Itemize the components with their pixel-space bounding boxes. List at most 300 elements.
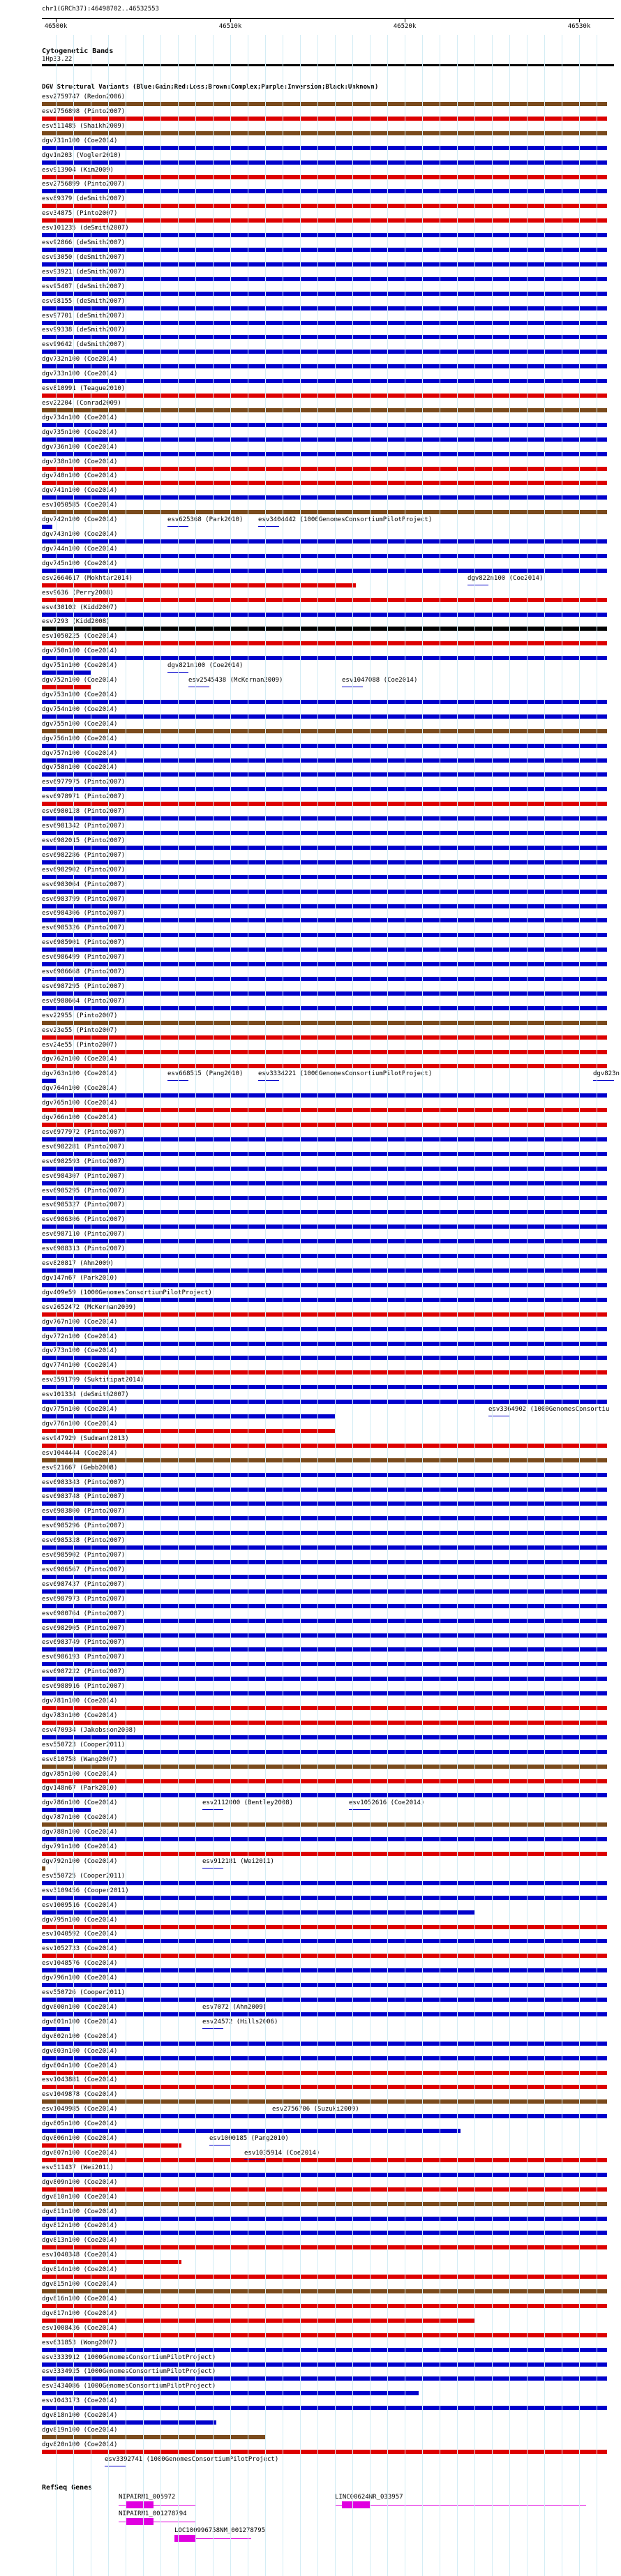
sv-inline-label[interactable]: esv1047088 (Coe2014) — [342, 677, 418, 684]
sv-bar-loss[interactable] — [42, 1721, 607, 1725]
sv-label[interactable]: esv6977972 (Pinto2007) — [42, 1128, 126, 1136]
sv-bar-gain[interactable] — [42, 1604, 607, 1608]
sv-label[interactable]: dgv814n100 (Coe2014) — [42, 2266, 118, 2274]
sv-bar-gain[interactable] — [42, 1283, 607, 1287]
sv-label[interactable]: esv1040592 (Coe2014) — [42, 1931, 118, 1938]
sv-bar-gain[interactable] — [42, 146, 607, 150]
sv-label[interactable]: dgv745n100 (Coe2014) — [42, 560, 118, 567]
sv-bar-gain[interactable] — [42, 758, 607, 763]
sv-label[interactable]: esv6985296 (Pinto2007) — [42, 1522, 126, 1530]
sv-label[interactable]: dgv767n100 (Coe2014) — [42, 1318, 118, 1326]
sv-bar-gain[interactable] — [42, 890, 607, 894]
sv-label[interactable]: esv6983748 (Pinto2007) — [42, 1493, 126, 1501]
sv-label[interactable]: dgv731n100 (Coe2014) — [42, 137, 118, 144]
sv-bar-loss[interactable] — [42, 1370, 607, 1375]
sv-bar-gain[interactable] — [42, 306, 607, 310]
sv-label[interactable]: esv98155 (deSmith2007) — [42, 297, 126, 305]
sv-label[interactable]: esv101334 (deSmith2007) — [42, 1391, 129, 1399]
sv-label[interactable]: esv6977975 (Pinto2007) — [42, 779, 126, 786]
sv-label[interactable]: dgv786n100 (Coe2014) — [42, 1799, 118, 1807]
sv-bar-complex[interactable] — [42, 1866, 45, 1871]
sv-label[interactable]: dgv750n100 (Coe2014) — [42, 647, 118, 655]
sv-bar-gain[interactable] — [42, 437, 607, 442]
sv-bar-loss[interactable] — [42, 2333, 607, 2337]
sv-label[interactable]: esv93921 (deSmith2007) — [42, 268, 126, 276]
sv-bar-complex[interactable] — [42, 408, 607, 412]
sv-bar-gain[interactable] — [42, 2420, 216, 2425]
sv-bar-gain[interactable] — [42, 1210, 607, 1214]
sv-bar-gain[interactable] — [42, 700, 607, 704]
sv-bar-gain[interactable] — [42, 1633, 607, 1638]
sv-label[interactable]: dgv756n100 (Coe2014) — [42, 735, 118, 742]
sv-bar-complex[interactable] — [42, 1021, 607, 1025]
sv-bar-gain[interactable] — [42, 933, 607, 937]
sv-label[interactable]: dgv763n100 (Coe2014) — [42, 1070, 118, 1078]
sv-label[interactable]: esv6980128 (Pinto2007) — [42, 808, 126, 816]
sv-label[interactable]: dgv812n100 (Coe2014) — [42, 2222, 118, 2230]
sv-inline-label[interactable]: esv1052616 (Coe2014) — [349, 1799, 425, 1807]
sv-bar-gain[interactable] — [42, 233, 607, 237]
sv-label[interactable]: esv24e55 (Pinto2007) — [42, 1041, 118, 1049]
sv-bar-gain[interactable] — [42, 1560, 607, 1564]
sv-bar-complex[interactable] — [42, 1822, 607, 1827]
sv-label[interactable]: esv1050585 (Coe2014) — [42, 502, 118, 509]
sv-label[interactable]: dgv764n100 (Coe2014) — [42, 1085, 118, 1093]
sv-label[interactable]: dgv819n100 (Coe2014) — [42, 2427, 118, 2434]
sv-inline-label[interactable]: esv3392741 (1000GenomesConsortiumPilotProject) — [105, 2455, 279, 2463]
sv-label[interactable]: esv92866 (deSmith2007) — [42, 239, 126, 246]
sv-label[interactable]: dgv753n100 (Coe2014) — [42, 691, 118, 698]
sv-bar-gain[interactable] — [42, 1968, 607, 1972]
sv-label[interactable]: esv9636 (Perry2008) — [42, 589, 114, 597]
sv-label[interactable]: dgv1n203 (Vogler2010) — [42, 151, 121, 159]
sv-label[interactable]: dgv740n100 (Coe2014) — [42, 472, 118, 480]
sv-bar-gain[interactable] — [42, 1983, 607, 1987]
sv-label[interactable]: dgv788n100 (Coe2014) — [42, 1829, 118, 1836]
sv-label[interactable]: dgv758n100 (Coe2014) — [42, 764, 118, 772]
sv-bar-gain[interactable] — [42, 1910, 474, 1915]
sv-label[interactable]: dgv736n100 (Coe2014) — [42, 443, 118, 451]
sv-label[interactable]: esv22955 (Pinto2007) — [42, 1012, 118, 1019]
sv-inline-label[interactable]: esv2545438 (McKernan2009) — [188, 677, 283, 684]
sv-bar-complex[interactable] — [42, 1765, 607, 1769]
sv-label[interactable]: esv101235 (deSmith2007) — [42, 225, 129, 232]
sv-label[interactable]: esv34875 (Pinto2007) — [42, 210, 118, 218]
sv-label[interactable]: esv6985327 (Pinto2007) — [42, 1201, 126, 1209]
sv-label[interactable]: dgv811n100 (Coe2014) — [42, 2208, 118, 2215]
sv-bar-gain[interactable] — [42, 262, 607, 267]
sv-label[interactable]: dgv733n100 (Coe2014) — [42, 370, 118, 378]
sv-bar-loss[interactable] — [42, 2085, 607, 2089]
sv-label[interactable]: esv6982281 (Pinto2007) — [42, 1143, 126, 1151]
sv-bar-gain[interactable] — [42, 1647, 607, 1652]
sv-label[interactable]: esv6987973 (Pinto2007) — [42, 1595, 126, 1603]
sv-label[interactable]: esv6980764 (Pinto2007) — [42, 1610, 126, 1617]
sv-label[interactable]: esv3334925 (1000GenomesConsortiumPilotProject) — [42, 2368, 216, 2376]
sv-inline-label[interactable]: esv7072 (Ahn2009) — [202, 2003, 267, 2011]
sv-bar-gain[interactable] — [42, 1254, 607, 1258]
sv-label[interactable]: esv1044444 (Coe2014) — [42, 1449, 118, 1457]
sv-bar-gain[interactable] — [42, 991, 607, 996]
sv-label[interactable]: esv6984307 (Pinto2007) — [42, 1172, 126, 1180]
sv-bar-gain[interactable] — [42, 2362, 607, 2367]
sv-bar-gain[interactable] — [42, 2012, 607, 2016]
sv-bar-gain[interactable] — [42, 904, 607, 908]
sv-bar-gain[interactable] — [42, 2376, 607, 2381]
sv-label[interactable]: dgv742n100 (Coe2014) — [42, 516, 118, 524]
sv-label[interactable]: esv3434086 (1000GenomesConsortiumPilotProject) — [42, 2383, 216, 2390]
sv-label[interactable]: esv6988664 (Pinto2007) — [42, 997, 126, 1005]
sv-label[interactable]: esv22204 (Conrad2009) — [42, 399, 121, 407]
sv-bar-gain[interactable] — [42, 525, 52, 529]
sv-label[interactable]: dgv803n100 (Coe2014) — [42, 2047, 118, 2055]
sv-bar-complex[interactable] — [42, 1458, 607, 1462]
sv-label[interactable]: dgv820n100 (Coe2014) — [42, 2441, 118, 2448]
gene-label[interactable]: LOC100996758NM_001278795 — [174, 2527, 266, 2534]
sv-label[interactable]: dgv810n100 (Coe2014) — [42, 2193, 118, 2201]
sv-label[interactable]: dgv732n100 (Coe2014) — [42, 356, 118, 364]
sv-label[interactable]: dgv147n67 (Park2010) — [42, 1274, 118, 1282]
sv-label[interactable]: dgv807n100 (Coe2014) — [42, 2149, 118, 2157]
sv-inline-label[interactable]: esv1035914 (Coe2014) — [244, 2149, 320, 2157]
sv-label[interactable]: dgv774n100 (Coe2014) — [42, 1362, 118, 1370]
sv-label[interactable]: esv6987222 (Pinto2007) — [42, 1668, 126, 1676]
sv-bar-gain[interactable] — [42, 292, 607, 296]
sv-bar-gain[interactable] — [42, 539, 607, 544]
sv-bar-gain[interactable] — [42, 787, 607, 791]
sv-bar-gain[interactable] — [42, 860, 607, 864]
sv-bar-gain[interactable] — [42, 1006, 607, 1010]
gene-exon[interactable] — [126, 2518, 154, 2525]
sv-label[interactable]: esv6981342 (Pinto2007) — [42, 823, 126, 830]
sv-bar-gain[interactable] — [42, 1531, 607, 1535]
sv-bar-loss[interactable] — [42, 481, 607, 485]
sv-bar-gain[interactable] — [42, 918, 607, 922]
sv-bar-gain[interactable] — [42, 714, 607, 719]
sv-bar-gain[interactable] — [42, 1896, 607, 1900]
sv-label[interactable]: esv6987437 (Pinto2007) — [42, 1580, 126, 1588]
sv-label[interactable]: esv6985901 (Pinto2007) — [42, 939, 126, 947]
sv-inline-label[interactable]: esv912181 (Wei2011) — [202, 1857, 274, 1865]
sv-bar-gain[interactable] — [42, 1735, 607, 1739]
sv-label[interactable]: dgv741n100 (Coe2014) — [42, 487, 118, 495]
sv-bar-loss[interactable] — [42, 2319, 474, 2323]
sv-label[interactable]: dgv785n100 (Coe2014) — [42, 1770, 118, 1778]
sv-bar-gain[interactable] — [42, 1167, 607, 1171]
sv-label[interactable]: esv810758 (Wang2007) — [42, 1755, 118, 1763]
sv-label[interactable]: esv2759747 (Redon2006) — [42, 93, 126, 100]
sv-bar-gain[interactable] — [42, 1691, 607, 1695]
sv-bar-gain[interactable] — [42, 350, 607, 354]
sv-label[interactable]: esv6987110 (Pinto2007) — [42, 1231, 126, 1238]
sv-bar-gain[interactable] — [42, 364, 607, 368]
sv-bar-gain[interactable] — [42, 1808, 91, 1812]
sv-bar-loss[interactable] — [42, 1108, 607, 1112]
sv-bar-gain[interactable] — [42, 1137, 607, 1141]
sv-bar-complex[interactable] — [42, 729, 607, 733]
sv-bar-loss[interactable] — [42, 2187, 607, 2192]
sv-label[interactable]: esv947929 (Sudmant2013) — [42, 1435, 129, 1442]
sv-bar-loss[interactable] — [42, 2158, 607, 2162]
sv-bar-loss[interactable] — [42, 1954, 607, 1958]
sv-bar-complex[interactable] — [42, 131, 607, 135]
sv-label[interactable]: esv6987295 (Pinto2007) — [42, 982, 126, 990]
sv-bar-gain[interactable] — [42, 744, 607, 748]
sv-bar-gain[interactable] — [42, 248, 607, 252]
sv-inline-label[interactable]: esv2112000 (Bentley2008) — [202, 1799, 294, 1807]
sv-label[interactable]: esv99642 (deSmith2007) — [42, 341, 126, 349]
sv-bar-gain[interactable] — [42, 1502, 607, 1506]
sv-label[interactable]: dgv804n100 (Coe2014) — [42, 2062, 118, 2069]
sv-label[interactable]: esv810991 (Teague2010) — [42, 385, 126, 392]
sv-label[interactable]: dgv754n100 (Coe2014) — [42, 705, 118, 713]
sv-label[interactable]: esv1043173 (Coe2014) — [42, 2397, 118, 2405]
sv-bar-loss[interactable] — [42, 2304, 607, 2308]
sv-label[interactable]: esv1048576 (Coe2014) — [42, 1960, 118, 1968]
sv-label[interactable]: esv6986193 (Pinto2007) — [42, 1654, 126, 1661]
sv-bar-gain[interactable] — [42, 1750, 607, 1754]
sv-bar-loss[interactable] — [42, 598, 607, 602]
sv-label[interactable]: esv1043881 (Coe2014) — [42, 2076, 118, 2084]
sv-inline-label[interactable]: esv3364902 (1000GenomesConsortiu — [488, 1406, 610, 1413]
sv-bar-loss[interactable] — [42, 1064, 607, 1068]
sv-bar-gain[interactable] — [42, 2129, 461, 2133]
sv-bar-gain[interactable] — [42, 1342, 607, 1346]
sv-bar-loss[interactable] — [42, 1706, 607, 1710]
sv-bar-gain[interactable] — [42, 1093, 607, 1098]
sv-label[interactable]: dgv734n100 (Coe2014) — [42, 414, 118, 421]
sv-bar-gain[interactable] — [42, 1677, 607, 1681]
sv-label[interactable]: esv6986567 (Pinto2007) — [42, 1566, 126, 1573]
sv-label[interactable]: dgv757n100 (Coe2014) — [42, 749, 118, 757]
sv-label[interactable]: esv1049878 (Coe2014) — [42, 2091, 118, 2099]
sv-bar-gain[interactable] — [42, 875, 607, 879]
sv-bar-gain[interactable] — [42, 2348, 607, 2352]
sv-label[interactable]: esv921667 (Gebb2008) — [42, 1464, 118, 1472]
sv-bar-loss[interactable] — [42, 2245, 607, 2249]
sv-label[interactable]: esv7293 (Kidd2008) — [42, 618, 110, 626]
sv-bar-gain[interactable] — [42, 335, 607, 339]
sv-label[interactable]: esv6985326 (Pinto2007) — [42, 924, 126, 932]
sv-bar-gain[interactable] — [42, 2042, 607, 2046]
sv-bar-gain[interactable] — [42, 2056, 607, 2060]
sv-bar-gain[interactable] — [42, 831, 607, 835]
sv-label[interactable]: esv1050225 (Coe2014) — [42, 633, 118, 641]
sv-label[interactable]: dgv813n100 (Coe2014) — [42, 2237, 118, 2245]
sv-bar-gain[interactable] — [42, 772, 607, 777]
sv-bar-gain[interactable] — [42, 2173, 607, 2177]
sv-bar-gain[interactable] — [42, 1488, 607, 1492]
sv-label[interactable]: esv6983343 (Pinto2007) — [42, 1478, 126, 1486]
sv-label[interactable]: esv511437 (Wei2011) — [42, 2164, 114, 2171]
gene-label[interactable]: NIPAIRM1_001278794 — [119, 2510, 187, 2517]
sv-bar-complex[interactable] — [42, 2435, 265, 2439]
sv-bar-loss[interactable] — [42, 1779, 607, 1783]
sv-label[interactable]: dgv791n100 (Coe2014) — [42, 1843, 118, 1850]
sv-label[interactable]: dgv772n100 (Coe2014) — [42, 1333, 118, 1340]
sv-bar-loss[interactable] — [42, 802, 607, 806]
sv-inline-label[interactable]: dgv823n — [593, 1070, 620, 1078]
sv-label[interactable]: esv6983800 (Pinto2007) — [42, 1508, 126, 1515]
sv-bar-loss[interactable] — [42, 204, 607, 208]
sv-bar-gain[interactable] — [42, 1152, 607, 1156]
sv-bar-gain[interactable] — [42, 554, 607, 558]
gene-exon[interactable] — [126, 2501, 154, 2508]
sv-label[interactable]: esv3333912 (1000GenomesConsortiumPilotProject) — [42, 2353, 216, 2361]
sv-label[interactable]: dgv762n100 (Coe2014) — [42, 1056, 118, 1063]
sv-label[interactable]: dgv801n100 (Coe2014) — [42, 2018, 118, 2025]
sv-bar-loss[interactable] — [42, 2450, 607, 2454]
sv-label[interactable]: esv6982902 (Pinto2007) — [42, 866, 126, 874]
sv-label[interactable]: esv89379 (deSmith2007) — [42, 195, 126, 203]
sv-bar-gain[interactable] — [42, 160, 607, 165]
sv-label[interactable]: esv3109456 (Cooper2011) — [42, 1887, 129, 1894]
sv-bar-gain[interactable] — [42, 2406, 607, 2410]
sv-bar-loss[interactable] — [42, 2275, 607, 2279]
sv-bar-complex[interactable] — [42, 2202, 607, 2206]
sv-label[interactable]: dgv818n100 (Coe2014) — [42, 2412, 118, 2420]
sv-bar-gain[interactable] — [42, 1385, 607, 1389]
sv-label[interactable]: dgv409e59 (1000GenomesConsortiumPilotProject) — [42, 1289, 212, 1296]
sv-bar-gain[interactable] — [42, 948, 607, 952]
sv-bar-complex[interactable] — [42, 102, 607, 106]
sv-inline-label[interactable]: esv2756706 (Suzuki2009) — [272, 2106, 359, 2113]
sv-inline-label[interactable]: esv3334221 (1000GenomesConsortiumPilotProject) — [258, 1070, 433, 1078]
sv-bar-gain[interactable] — [42, 1793, 607, 1797]
sv-label[interactable]: dgv773n100 (Coe2014) — [42, 1347, 118, 1355]
sv-bar-gain[interactable] — [42, 1327, 607, 1331]
gene-label[interactable]: LINC00624NR_033957 — [335, 2494, 403, 2501]
sv-bar-gain[interactable] — [42, 321, 607, 325]
sv-inline-label[interactable]: esv3404442 (1000GenomesConsortiumPilotProject) — [258, 516, 433, 524]
sv-inline-label[interactable]: dgv821n100 (Coe2014) — [167, 662, 244, 670]
sv-bar-gain[interactable] — [42, 495, 607, 500]
sv-label[interactable]: esv2756899 (Pinto2007) — [42, 181, 126, 188]
sv-label[interactable]: dgv806n100 (Coe2014) — [42, 2135, 118, 2142]
sv-bar-gain[interactable] — [42, 452, 607, 456]
sv-bar-loss[interactable] — [42, 583, 356, 587]
sv-label[interactable]: esv6982286 (Pinto2007) — [42, 851, 126, 859]
sv-label[interactable]: dgv816n100 (Coe2014) — [42, 2295, 118, 2302]
sv-bar-loss[interactable] — [42, 1050, 607, 1054]
sv-label[interactable]: dgv795n100 (Coe2014) — [42, 1916, 118, 1924]
sv-label[interactable]: esv6982905 (Pinto2007) — [42, 1624, 126, 1632]
sv-label[interactable]: esv6982015 (Pinto2007) — [42, 837, 126, 844]
sv-bar-gain[interactable] — [42, 1239, 607, 1243]
sv-label[interactable]: dgv755n100 (Coe2014) — [42, 720, 118, 728]
sv-bar-gain[interactable] — [42, 1837, 607, 1841]
sv-bar-gain[interactable] — [42, 189, 607, 193]
sv-bar-loss[interactable] — [42, 1925, 607, 1929]
sv-label[interactable]: dgv796n100 (Coe2014) — [42, 1975, 118, 1982]
sv-bar-loss[interactable] — [42, 641, 607, 645]
sv-label[interactable]: dgv787n100 (Coe2014) — [42, 1814, 118, 1822]
sv-bar-complex[interactable] — [42, 2099, 607, 2104]
sv-label[interactable]: esv6986306 (Pinto2007) — [42, 1216, 126, 1224]
sv-inline-label[interactable]: esv1000185 (Pang2010) — [209, 2135, 289, 2142]
sv-label[interactable]: dgv802n100 (Coe2014) — [42, 2032, 118, 2040]
sv-label[interactable]: esv1052733 (Coe2014) — [42, 1945, 118, 1953]
sv-label[interactable]: esv820817 (Ahn2009) — [42, 1260, 114, 1267]
sv-bar-gain[interactable] — [42, 1881, 607, 1885]
sv-bar-gain[interactable] — [42, 1268, 607, 1273]
sv-label[interactable]: esv6983064 (Pinto2007) — [42, 881, 126, 888]
sv-label[interactable]: dgv148n67 (Park2010) — [42, 1785, 118, 1792]
sv-label[interactable]: esv99338 (deSmith2007) — [42, 327, 126, 334]
sv-bar-gain[interactable] — [42, 1589, 607, 1594]
sv-bar-gain[interactable] — [42, 379, 607, 383]
sv-bar-unknown[interactable] — [42, 627, 607, 631]
sv-label[interactable]: esv550723 (Cooper2011) — [42, 1741, 126, 1748]
sv-label[interactable]: esv550726 (Cooper2011) — [42, 1989, 126, 1996]
sv-bar-gain[interactable] — [42, 671, 91, 675]
sv-bar-gain[interactable] — [42, 962, 607, 966]
sv-bar-gain[interactable] — [42, 1356, 607, 1360]
sv-label[interactable]: dgv783n100 (Coe2014) — [42, 1712, 118, 1719]
sv-label[interactable]: esv6984306 (Pinto2007) — [42, 910, 126, 918]
sv-label[interactable]: dgv776n100 (Coe2014) — [42, 1420, 118, 1428]
sv-label[interactable]: esv1040348 (Coe2014) — [42, 2252, 118, 2259]
sv-inline-label[interactable]: esv24572 (Hills2006) — [202, 2018, 278, 2025]
sv-label[interactable]: dgv781n100 (Coe2014) — [42, 1698, 118, 1705]
sv-label[interactable]: dgv800n100 (Coe2014) — [42, 2003, 118, 2011]
sv-bar-gain[interactable] — [42, 1298, 607, 1302]
sv-bar-loss[interactable] — [42, 1312, 607, 1317]
sv-bar-gain[interactable] — [42, 1998, 607, 2002]
sv-bar-gain[interactable] — [42, 2231, 607, 2235]
sv-bar-gain[interactable] — [42, 1516, 607, 1520]
sv-label[interactable]: dgv815n100 (Coe2014) — [42, 2281, 118, 2288]
sv-label[interactable]: dgv766n100 (Coe2014) — [42, 1114, 118, 1121]
sv-bar-gain[interactable] — [42, 977, 607, 981]
sv-label[interactable]: dgv792n100 (Coe2014) — [42, 1857, 118, 1865]
sv-inline-bar[interactable] — [258, 1080, 279, 1081]
sv-label[interactable]: esv913904 (Kim2009) — [42, 166, 114, 174]
sv-bar-gain[interactable] — [42, 1225, 607, 1229]
sv-label[interactable]: esv1008436 (Coe2014) — [42, 2324, 118, 2332]
sv-bar-gain[interactable] — [42, 2217, 607, 2221]
sv-bar-gain[interactable] — [42, 1473, 607, 1477]
sv-label[interactable]: dgv751n100 (Coe2014) — [42, 662, 118, 670]
sv-bar-gain[interactable] — [42, 1079, 56, 1083]
sv-label[interactable]: dgv738n100 (Coe2014) — [42, 458, 118, 465]
sv-inline-label[interactable]: esv625368 (Park2010) — [167, 516, 244, 524]
sv-label[interactable]: esv2664617 (Mokhtar2014) — [42, 574, 133, 582]
sv-bar-gain[interactable] — [42, 656, 607, 660]
sv-label[interactable]: dgv752n100 (Coe2014) — [42, 677, 118, 684]
sv-bar-gain[interactable] — [42, 816, 607, 821]
sv-bar-loss[interactable] — [42, 2071, 607, 2075]
sv-bar-gain[interactable] — [42, 613, 607, 617]
sv-label[interactable]: esv631853 (Wong2007) — [42, 2339, 118, 2346]
sv-inline-label[interactable]: dgv822n100 (Coe2014) — [467, 574, 544, 582]
sv-bar-gain[interactable] — [42, 1400, 607, 1404]
sv-label[interactable]: esv6983799 (Pinto2007) — [42, 895, 126, 903]
gene-label[interactable]: NIPAIRM1_005972 — [119, 2494, 176, 2501]
sv-label[interactable]: esv95407 (deSmith2007) — [42, 283, 126, 290]
sv-bar-gain[interactable] — [42, 277, 607, 281]
sv-label[interactable]: dgv743n100 (Coe2014) — [42, 531, 118, 538]
sv-label[interactable]: dgv735n100 (Coe2014) — [42, 428, 118, 436]
sv-label[interactable]: esv93050 (deSmith2007) — [42, 253, 126, 261]
sv-label[interactable]: dgv775n100 (Coe2014) — [42, 1406, 118, 1413]
sv-bar-gain[interactable] — [42, 1414, 335, 1418]
sv-label[interactable]: esv6986668 (Pinto2007) — [42, 968, 126, 975]
sv-label[interactable]: esv6985902 (Pinto2007) — [42, 1552, 126, 1559]
sv-label[interactable]: esv6978971 (Pinto2007) — [42, 793, 126, 801]
sv-bar-gain[interactable] — [42, 1662, 607, 1666]
sv-label[interactable]: esv1049985 (Coe2014) — [42, 2106, 118, 2113]
